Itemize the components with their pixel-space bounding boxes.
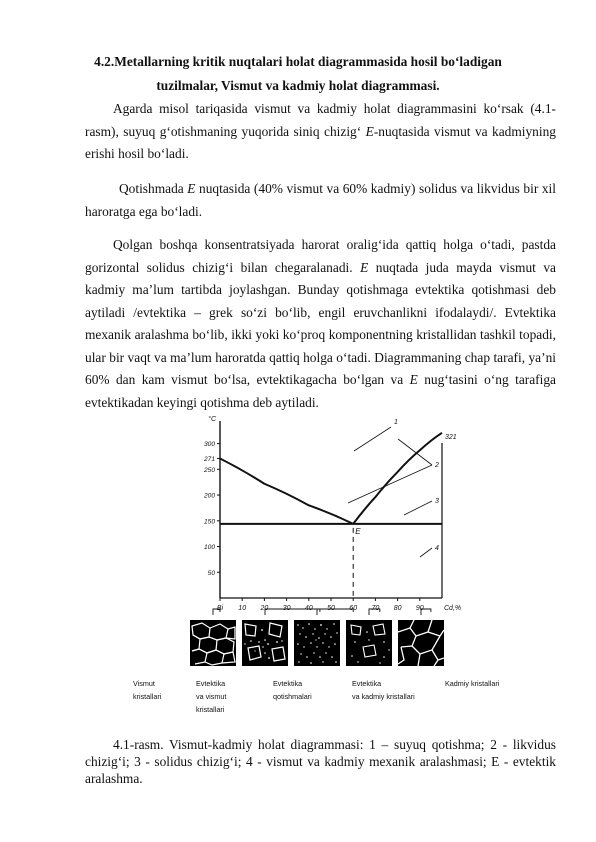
phase-curves [220, 433, 442, 598]
p2-point-e: E [187, 181, 196, 196]
p1-text-b: -nuqtasida vismut va kadmiyning erishi hosil bo‘ladi. [85, 123, 556, 161]
p3-point-e-1: E [360, 259, 369, 275]
y-tick-label: 200 [203, 492, 215, 500]
callout-label-4: 4 [435, 545, 439, 552]
x-tick-label: 90 [415, 605, 424, 612]
x-tick-label: Bi [216, 605, 224, 612]
figure-caption: 4.1-rasm. Vismut-kadmiy holat diagrammasi: 1 – suyuq qotishma; 2 - likvidus chizig‘i; 3 - solidus chizig‘i; 4 - vismut va kadmiy mexanik aralashmasi; E - evtektik aralashma. [85, 737, 556, 786]
arrow-to-micro-3 [317, 609, 353, 615]
micro-label-4: Evtektika va kadmiy kristallari [352, 679, 415, 701]
micro-cadmium-crystals [398, 620, 444, 666]
x-tick-label: 60 [349, 605, 358, 612]
p3-text-a: Qolgan boshqa konsentratsiyada harorat oralig‘ida qattiq holga o‘tadi, pastda gorizontal solidus chizig‘i bilan chegaralanadi. [85, 237, 556, 275]
y-tick-label: 150 [203, 518, 215, 526]
y-axis [203, 415, 220, 598]
y-tick-label: 50 [207, 569, 215, 577]
p3-point-e-2: E [409, 372, 418, 387]
callout-leader-2 [348, 465, 432, 503]
micro-label-5: Kadmiy kristallari [445, 679, 500, 688]
callout-leader-1 [354, 427, 391, 451]
x-axis-unit: Cd,% [444, 605, 462, 612]
y-axis-unit: °C [208, 416, 216, 423]
micro-label-1: Vismut kristallari [133, 679, 162, 701]
callout-leader-4 [420, 548, 432, 557]
cd-melting-label: 321 [445, 433, 457, 441]
callout-label-1: 1 [394, 419, 398, 426]
liquidus-right-curve [353, 433, 442, 524]
y-tick-label: 100 [203, 544, 215, 552]
heading-line-1: 4.2.Metallarning kritik nuqtalari holat diagrammasida hosil bo‘ladigan [94, 54, 502, 69]
p2-text-b: nuqtasida (40% vismut va 60% kadmiy) solidus va likvidus bir xil haroratga ega bo‘ladi. [85, 181, 556, 219]
paragraph-1 [85, 98, 556, 166]
paragraph-2 [85, 178, 556, 223]
y-tick-label: 300 [203, 441, 215, 449]
micro-label-3: Evtektika qotishmalari [273, 679, 312, 701]
heading-line-2: tuzilmalar, Vismut va kadmiy holat diagrammasi. [156, 78, 440, 93]
p2-text-a: Qotishmada [119, 181, 188, 196]
p3-text-b: nuqtada juda mayda vismut va kadmiy ma’lum tartibda joylashgan. Bunday qotishmaga evtektika qotishmasi deb aytiladi /evtektika – grek so‘zi bo‘lib, engil eruvchanlikni ifodalaydi/. Evtektika mexanik aralashma bo‘lib, ikki yoki ko‘proq komponentning kristallidan tashkil topadi, ular bir vaqt va ma’lum haroratda qattiq holga o‘tadi. Diagrammaning chap tarafi, ya’ni 60% dan kam vismut bo‘lsa, evtektikagacha bo‘lgan va [85, 259, 556, 387]
callout-label-2: 2 [435, 462, 439, 469]
micro-eutectic-alloy [294, 620, 340, 666]
phase-diagram [198, 415, 462, 615]
microstructure-labels [0, 677, 596, 721]
x-tick-label: 40 [304, 605, 313, 612]
micro-label-2: Evtektika va vismut kristallari [196, 679, 227, 714]
x-tick-label: 70 [371, 605, 380, 612]
y-tick-label: 271 [203, 456, 215, 464]
liquidus-left-curve [220, 459, 353, 524]
p3-text-c: nug‘tasini o‘ng tarafiga evtektikadan keyingi qotishma deb aytiladi. [85, 372, 556, 410]
y-tick-label: 250 [203, 466, 215, 474]
paragraph-3 [85, 234, 556, 414]
p1-point-e: E [365, 123, 374, 139]
microstructure-row [190, 620, 450, 668]
point-e-label: E [355, 526, 361, 536]
x-tick-label: 30 [282, 605, 291, 612]
x-tick-label: 20 [260, 605, 269, 612]
x-tick-label: 10 [238, 605, 247, 612]
section-heading [80, 50, 516, 98]
micro-bismuth-crystals [190, 620, 236, 666]
diagram-annotations [213, 419, 457, 615]
callout-leader-3 [404, 501, 432, 515]
micro-eutectic-bismuth [242, 620, 288, 666]
p1-text-a: Agarda misol tariqasida vismut va kadmiy holat diagrammasini ko‘rsak (4.1-rasm), suyuq g‘otishmaning yuqorida siniq chizig‘ [85, 101, 556, 139]
callout-label-3: 3 [435, 498, 439, 505]
micro-eutectic-cadmium [346, 620, 392, 666]
x-tick-label: 50 [327, 605, 335, 612]
x-tick-label: 80 [393, 605, 402, 612]
